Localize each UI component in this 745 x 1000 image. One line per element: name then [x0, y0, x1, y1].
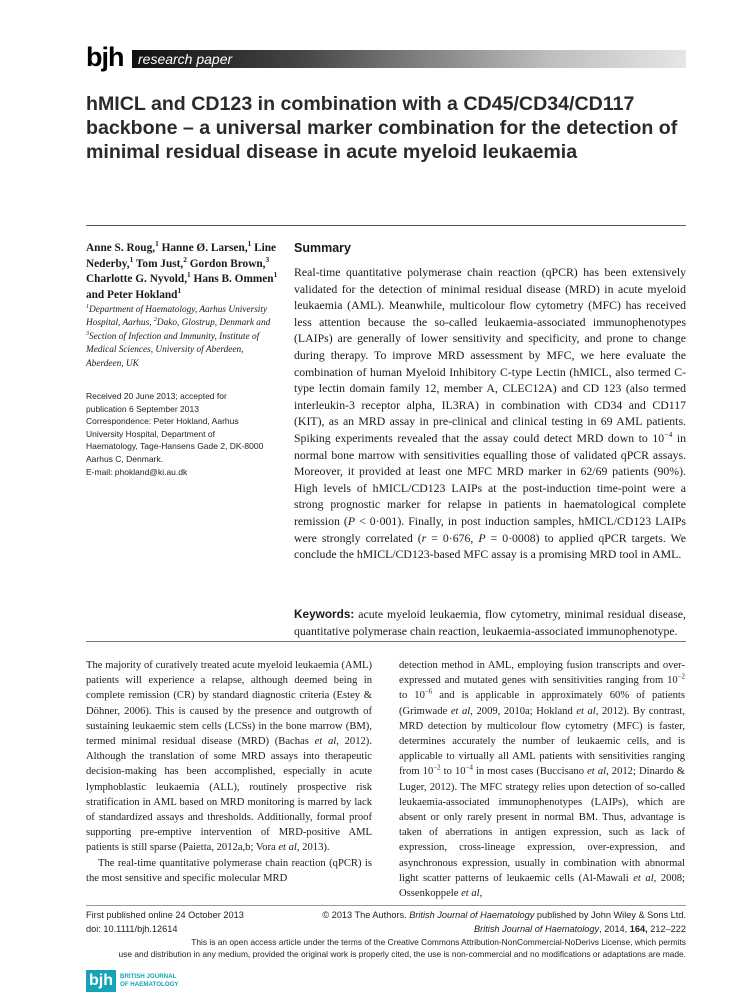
citation-pages: 212–222 — [647, 923, 686, 934]
summary-fragment: in normal bone marrow with sensitivities equalling those of validated qPCR assays. Moreover, it provided at least one MFC MRD marker in 62/69 patients (90%). High levels of hMICL/CD123 LAIPs at the post-induction time-point were a strong prognostic marker for relapse in patients in haematological complete remission ( — [294, 430, 686, 528]
correspondence-line: Correspondence: Peter Hokland, Aarhus — [86, 416, 239, 427]
body-paragraph: The real-time quantitative polymerase chain reaction (qPCR) is the most sensitive and specific molecular MRD — [86, 857, 372, 884]
body-paragraph — [399, 658, 685, 901]
license-line: use and distribution in any medium, provided the original work is properly cited, the use is non-commercial and no modifications or adaptations are made. — [118, 949, 686, 960]
superscript: −2 — [433, 764, 441, 772]
affil-marker: 1 — [247, 239, 252, 249]
summary-fragment: = 0·676, — [426, 530, 479, 545]
body-paragraph — [86, 658, 372, 856]
footer-logo-text — [120, 973, 179, 988]
body-fragment: and is applicable in approximately 60% of patients (Grimwade — [399, 690, 685, 717]
superscript: −6 — [424, 688, 433, 696]
affil-marker: 3 — [265, 254, 270, 264]
correspondence-line: Haematology, Tage-Hansens Gade 2, DK-8000 — [86, 441, 264, 452]
section-label: research paper — [138, 51, 233, 67]
summary-fragment: Real-time quantitative polymerase chain reaction (qPCR) has been extensively validated for the detection of minimal residual disease (MRD) in acute myeloid leukaemia (AML). Meanwhile, multicolour flow cytometry (MFC) has received less attention because the so-called leukaemia-associated immunophenotypes (LAIPs) are generally of lower sensitivity and specificity, and prone to change during therapy. To improve MRD assessment by MFC, we here evaluate the combination of human Myeloid Inhibitory C-type Lectin (hMICL, also termed C-type lectin domain family 12, member A, CLEC12A) and CD 123 (also termed interleukin-3 receptor alpha, IL3RA) in combination with CD34 and CD117 (KIT), as an MRD assay in pre-clinical and clinical testing in 69 AML patients. Spiking experiments revealed that the assay could detect MRD down to 10 — [294, 265, 686, 445]
affil-marker: 1 — [273, 270, 278, 280]
received-line: Received 20 June 2013; accepted for — [86, 391, 227, 401]
body-column-left — [86, 658, 372, 886]
summary-fragment: < 0·001). Finally, in post induction samples, hMICL/CD123 LAIPs were strongly correlated ( — [294, 513, 686, 545]
body-fragment: in most cases (Buccisano — [472, 766, 588, 778]
correspondence-line: University Hospital, Department of — [86, 428, 215, 439]
body-fragment: , — [479, 888, 483, 900]
license-notice — [86, 936, 686, 961]
body-fragment: , 2008; Ossenkoppele — [399, 872, 685, 900]
italic-text: et al — [587, 766, 607, 778]
italic-symbol: r — [421, 530, 427, 545]
article-title: hMICL and CD123 in combination with a CD45/CD34/CD117 backbone – a universal marker combination for the detection of minimal residual disease in acute myeloid leukaemia — [86, 93, 678, 163]
received-line: publication 6 September 2013 — [86, 403, 199, 414]
superscript: −2 — [677, 673, 685, 681]
italic-text: et al — [461, 888, 480, 900]
keywords-text: acute myeloid leukaemia, flow cytometry, minimal residual disease, quantitative polymerase chain reaction, leukaemia-associated immunophenotype. — [294, 607, 686, 638]
italic-text: et al — [450, 705, 471, 717]
copyright-fragment: © 2013 The Authors. — [322, 910, 410, 920]
received-correspondence — [86, 390, 286, 478]
footer-divider — [86, 905, 686, 906]
citation-volume: 164, — [629, 923, 648, 934]
italic-text: et al — [633, 872, 654, 884]
body-fragment: detection method in AML, employing fusion transcripts and over-expressed and mutated genes with sensitivities ranging from 10 — [399, 660, 685, 687]
affil-marker: 2 — [153, 317, 157, 324]
bjh-footer-logo-icon: bjh — [86, 970, 116, 992]
author: Charlotte G. Nyvold, — [86, 273, 188, 286]
body-fragment: , 2012). Although the translation of some MRD assays into therapeutic decision-making has been accomplished, especially in acute lymphoblastic leukaemia (ALL), routinely prospective risk stratification in AML based on MRD monitoring is marred by lack of standardized assays and thresholds. Additionally, formal proof supporting pre-emptive intervention of MRD-positive AML patients is still sparse (Paietta, 2012a,b; Vora — [86, 736, 372, 854]
body-fragment: , 2012; Dinardo & Luger, 2012). The MFC strategy relies upon detection of so-called leukaemia-associated immunophenotypes (LAIPs), which are absent or only rarely present in normal BM. Thus, advantage is taken of aberrations in antigen expression, such as lack of expression, cross-lineage expression, over-expression, and asynchronous expression, usually in combination with abnormal light scatter patterns of leukaemic cells (Al-Mawali — [399, 766, 686, 884]
affiliation: Department of Haematology, Aarhus University Hospital, Aarhus, — [86, 305, 268, 329]
first-published: First published online 24 October 2013 — [86, 910, 244, 920]
affiliation: Section of Infection and Immunity, Institute of Medical Sciences, University of Aberdeen, Aberdeen, UK — [86, 331, 260, 369]
author: Line Nederby, — [86, 242, 277, 270]
author: Hans B. Ommen — [193, 273, 274, 286]
author: Anne S. Roug, — [86, 242, 156, 254]
italic-text: et al — [314, 736, 337, 748]
author-list — [86, 241, 282, 303]
summary-text — [294, 264, 686, 563]
body-fragment: to 10 — [399, 690, 425, 702]
license-line: This is an open access article under the terms of the Creative Commons Attribution-NonCommercial-NoDerivs License, which permits — [191, 937, 686, 947]
correspondence-line: Aarhus C, Denmark. — [86, 453, 163, 464]
italic-text: et al — [576, 705, 596, 717]
copyright-fragment: published by John Wiley & Sons Ltd. — [534, 910, 686, 920]
affil-marker: 2 — [183, 254, 187, 264]
author: Gordon Brown, — [189, 257, 266, 270]
body-fragment: , 2013). — [296, 842, 330, 854]
affil-marker: 1 — [177, 286, 182, 296]
email-line: E-mail: phokland@ki.au.dk — [86, 466, 188, 477]
citation-fragment: , 2014, — [599, 923, 630, 934]
copyright-line — [322, 909, 686, 923]
summary-heading: Summary — [294, 241, 351, 255]
affil-marker: 3 — [86, 330, 90, 337]
body-column-right — [399, 658, 685, 901]
affiliations — [86, 304, 282, 371]
journal-name: British Journal of Haematology — [474, 923, 600, 934]
affil-marker: 1 — [86, 303, 90, 310]
footer-copyright — [322, 909, 686, 936]
keywords-label: Keywords: — [294, 607, 355, 621]
journal-name: British Journal of Haematology — [409, 910, 535, 920]
citation-line — [322, 923, 686, 937]
body-fragment: to 10 — [440, 766, 466, 778]
affil-marker: 1 — [187, 270, 191, 280]
logo-line: BRITISH JOURNAL — [120, 973, 177, 980]
author: Tom Just, — [135, 257, 184, 270]
summary-fragment: = 0·0008) to applied qPCR targets. We conclude the hMICL/CD123-based MFC assay is a promising MRD tool in AML. — [294, 530, 686, 562]
author: Hanne Ø. Larsen, — [161, 242, 248, 254]
footer-publication-info — [86, 909, 244, 936]
affil-marker: 1 — [155, 239, 159, 249]
body-fragment: , 2009, 2010a; Hokland — [470, 705, 577, 717]
italic-text: et al — [278, 842, 297, 854]
italic-symbol: P — [347, 513, 356, 528]
author: and Peter Hokland — [86, 288, 178, 301]
keywords — [294, 606, 686, 639]
journal-logo: bjh — [86, 42, 124, 72]
title-divider — [86, 225, 686, 226]
italic-symbol: P — [478, 530, 486, 545]
body-fragment: , 2012). By contrast, MRD detection by multicolour flow cytometry (MFC) is faster, determines accurately the number of leukaemic cells, and is applicable to virtually all AML patients with sensitivities ranging from 10 — [399, 705, 685, 778]
doi-link[interactable]: doi: 10.1111/bjh.12614 — [86, 923, 178, 934]
body-fragment: The majority of curatively treated acute myeloid leukaemia (AML) patients will experience a relapse, although deemed being in complete remission (CR) by standard diagnostic criteria (Estey & Döhner, 2006). This is caused by the presence and outgrowth of sustaining leukaemic stem cells (LCSs) in the bone marrow (BM), termed minimal residual disease (MRD) (Bachas — [86, 660, 372, 748]
superscript: −4 — [664, 430, 673, 440]
section-divider — [86, 641, 686, 642]
affil-marker: 1 — [129, 254, 134, 264]
superscript: −4 — [465, 764, 473, 772]
affiliation: Dako, Glostrup, Denmark and — [156, 318, 271, 329]
logo-line: OF HAEMATOLOGY — [120, 980, 179, 988]
